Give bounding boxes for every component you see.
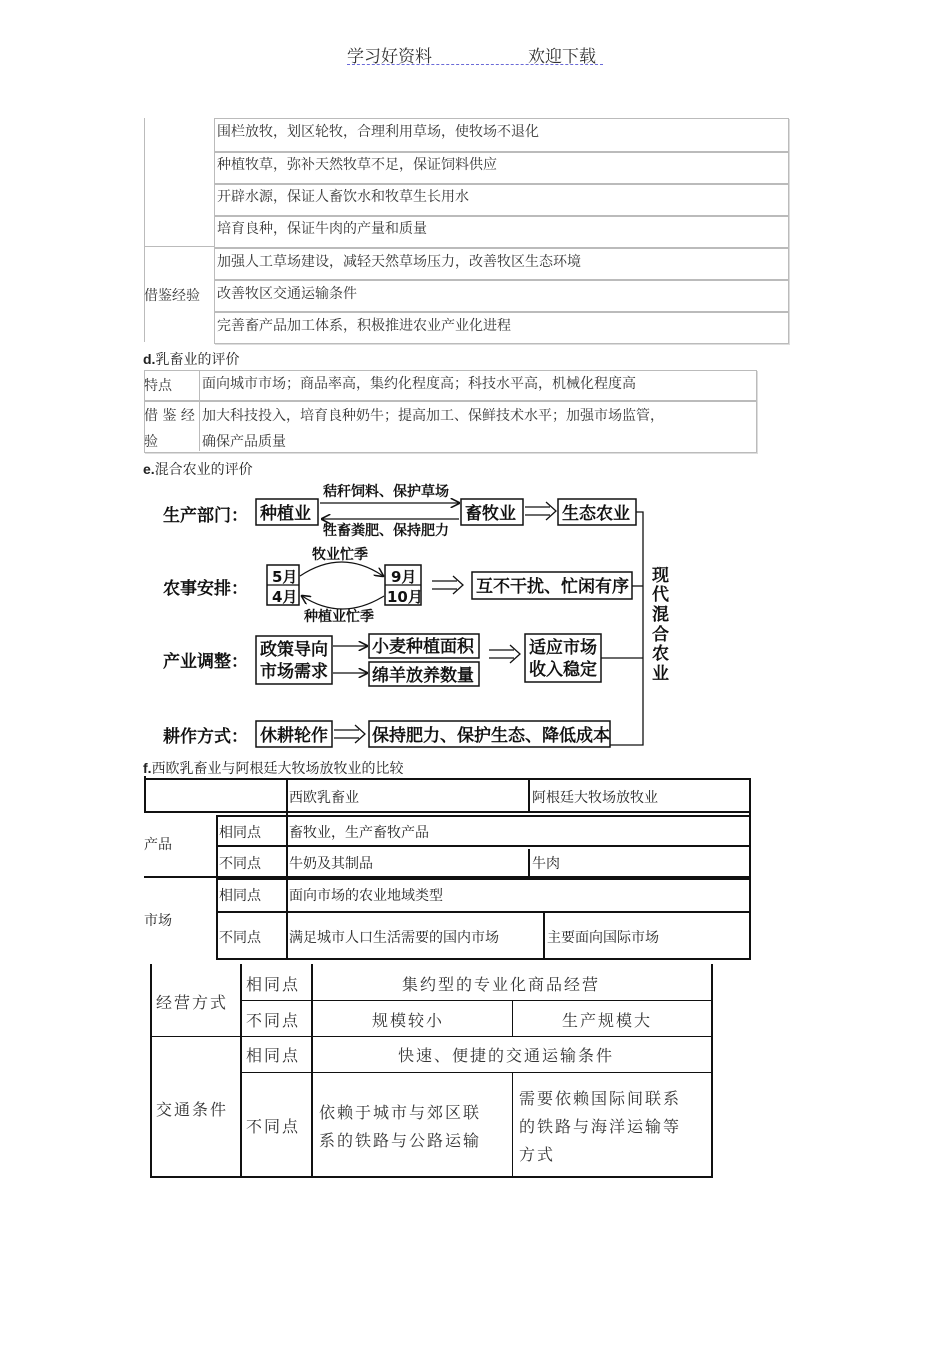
row-label: 产品 bbox=[144, 837, 172, 853]
diff-label: 不同点 bbox=[246, 1011, 301, 1030]
month-4: 4月 bbox=[272, 588, 298, 606]
benefits-label: 保持肥力、保护生态、降低成本 bbox=[372, 726, 610, 746]
table-border bbox=[311, 964, 313, 1178]
row-label-farming: 耕作方式： bbox=[163, 727, 248, 747]
row-label: 验 bbox=[144, 434, 158, 450]
double-arrow bbox=[525, 502, 556, 520]
table-border bbox=[150, 1036, 712, 1037]
table-border bbox=[512, 1073, 513, 1177]
table-border bbox=[240, 964, 242, 1178]
table-border bbox=[216, 911, 750, 913]
table-border bbox=[512, 1001, 513, 1036]
table-cell: 牛奶及其制品 bbox=[289, 856, 373, 872]
col-header: 阿根廷大牧场放牧业 bbox=[532, 790, 658, 806]
table-cell: 开辟水源，保证人畜饮水和牧草生长用水 bbox=[217, 189, 469, 205]
table-border bbox=[543, 913, 545, 959]
table-cell: 围栏放牧，划区轮牧，合理利用草场，使牧场不退化 bbox=[217, 124, 539, 140]
table-cell: 快速、便捷的交通运输条件 bbox=[398, 1046, 615, 1065]
diff-label: 不同点 bbox=[219, 930, 261, 946]
result-char: 合 bbox=[652, 625, 669, 645]
table-border bbox=[240, 1072, 712, 1073]
table-border bbox=[144, 778, 750, 780]
table-cell: 的铁路与海洋运输等 bbox=[519, 1117, 682, 1136]
table-cell: 主要面向国际市场 bbox=[547, 930, 659, 946]
table-border bbox=[286, 778, 288, 960]
sheep-label: 绵羊放养数量 bbox=[372, 666, 474, 686]
table-cell: 面向城市市场；商品率高，集约化程度高；科技水平高，机械化程度高 bbox=[202, 376, 636, 392]
box-eco-label: 生态农业 bbox=[562, 504, 630, 524]
table-border bbox=[240, 1000, 712, 1001]
arrow-top-label: 秸秆饲料、保护草场 bbox=[323, 484, 449, 500]
table-border bbox=[749, 778, 751, 960]
box-crop-label: 种植业 bbox=[260, 504, 311, 524]
table-border bbox=[528, 849, 530, 877]
table-cell: 依赖于城市与郊区联 bbox=[319, 1103, 482, 1122]
col-header: 西欧乳畜业 bbox=[289, 790, 359, 806]
table-border bbox=[528, 778, 530, 812]
adapt-label: 适应市场 bbox=[529, 638, 597, 658]
table-border bbox=[216, 958, 750, 960]
row-label: 经营方式 bbox=[156, 993, 229, 1012]
table-cell: 种植牧草，弥补天然牧草不足，保证饲料供应 bbox=[217, 157, 497, 173]
same-label: 相同点 bbox=[246, 1046, 301, 1065]
connector-line bbox=[610, 512, 643, 745]
month-10: 10月 bbox=[387, 588, 423, 606]
table-cell: 畜牧业，生产畜牧产品 bbox=[289, 825, 429, 841]
row-label-schedule: 农事安排： bbox=[163, 579, 248, 599]
table-cell: 培育良种，保证牛肉的产量和质量 bbox=[217, 221, 427, 237]
result-char: 农 bbox=[652, 644, 669, 664]
table-border bbox=[144, 811, 750, 813]
crop-busy-label: 种植业忙季 bbox=[304, 609, 374, 625]
rotation-label: 休耕轮作 bbox=[260, 726, 328, 746]
section-heading-d: d.乳畜业的评价 bbox=[143, 351, 240, 368]
table-border bbox=[150, 1176, 713, 1178]
table-cell: 系的铁路与公路运输 bbox=[319, 1131, 482, 1150]
row-label: 特点 bbox=[144, 378, 172, 394]
arc-arrow-bottom bbox=[302, 596, 384, 609]
market-demand-label: 市场需求 bbox=[260, 662, 328, 682]
result-char: 混 bbox=[652, 605, 669, 625]
result-char: 代 bbox=[652, 585, 669, 605]
table-cell: 牛肉 bbox=[532, 856, 560, 872]
table-border bbox=[216, 878, 750, 880]
row-label-production: 生产部门： bbox=[163, 506, 248, 526]
table-cell: 满足城市人口生活需要的国内市场 bbox=[289, 930, 499, 946]
box-noninterfere-label: 互不干扰、忙闲有序 bbox=[476, 577, 629, 597]
table-cell: 改善牧区交通运输条件 bbox=[217, 286, 357, 302]
wheat-label: 小麦种植面积 bbox=[372, 637, 474, 657]
row-label: 市场 bbox=[144, 913, 172, 929]
section-heading-f: f.西欧乳畜业与阿根廷大牧场放牧业的比较 bbox=[143, 760, 404, 777]
policy-label: 政策导向 bbox=[260, 640, 328, 660]
table-border bbox=[216, 815, 750, 817]
table-cell: 需要依赖国际间联系 bbox=[519, 1089, 682, 1108]
arrow-bottom-label: 牲畜粪肥、保持肥力 bbox=[323, 523, 449, 539]
result-char: 现 bbox=[652, 566, 669, 586]
row-label-adjustment: 产业调整： bbox=[163, 652, 248, 672]
table-cell: 加强人工草场建设，减轻天然草场压力，改善牧区生态环境 bbox=[217, 254, 581, 270]
header-left: 学习好资料 bbox=[347, 47, 432, 67]
table-cell: 规模较小 bbox=[372, 1011, 445, 1030]
table-cell: 加大科技投入，培育良种奶牛；提高加工、保鲜技术水平；加强市场监管， bbox=[202, 408, 664, 424]
same-label: 相同点 bbox=[219, 825, 261, 841]
livestock-busy-label: 牧业忙季 bbox=[312, 547, 368, 563]
diff-label: 不同点 bbox=[219, 856, 261, 872]
arc-arrow-top bbox=[300, 562, 383, 576]
table-border bbox=[150, 964, 152, 1178]
section-heading-e: e.混合农业的评价 bbox=[143, 461, 253, 478]
group-label: 借鉴经验 bbox=[144, 288, 200, 304]
table-cell: 面向市场的农业地域类型 bbox=[289, 888, 443, 904]
income-label: 收入稳定 bbox=[529, 660, 597, 680]
same-label: 相同点 bbox=[219, 888, 261, 904]
header-right: 欢迎下载 bbox=[528, 47, 596, 67]
same-label: 相同点 bbox=[246, 975, 301, 994]
table-cell: 集约型的专业化商品经营 bbox=[402, 975, 601, 994]
diff-label: 不同点 bbox=[246, 1117, 301, 1136]
double-arrow bbox=[334, 725, 365, 743]
month-5: 5月 bbox=[272, 568, 298, 586]
double-arrow bbox=[489, 645, 520, 663]
box-livestock-label: 畜牧业 bbox=[465, 504, 516, 524]
table-cell: 完善畜产品加工体系，积极推进农业产业化进程 bbox=[217, 318, 511, 334]
table-cell: 生产规模大 bbox=[562, 1011, 653, 1030]
month-9: 9月 bbox=[391, 568, 417, 586]
table-border bbox=[216, 845, 750, 847]
table-cell: 方式 bbox=[519, 1145, 556, 1164]
row-label: 借 鉴 经 bbox=[144, 408, 195, 424]
row-label: 交通条件 bbox=[156, 1100, 229, 1119]
double-arrow bbox=[432, 576, 463, 594]
table-border bbox=[216, 815, 218, 960]
table-cell: 确保产品质量 bbox=[202, 434, 286, 450]
result-char: 业 bbox=[652, 664, 669, 684]
table-border bbox=[144, 776, 146, 811]
table-border bbox=[711, 964, 713, 1178]
